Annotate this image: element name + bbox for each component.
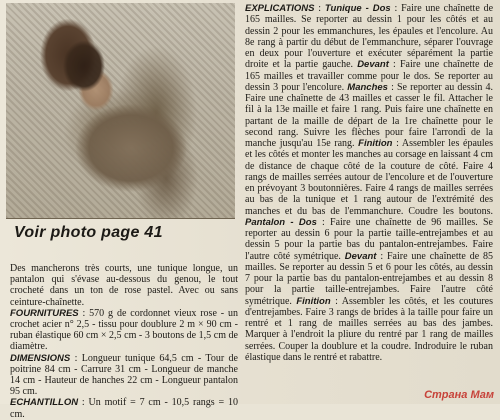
devant-label: Devant — [357, 59, 389, 71]
model-figure — [36, 28, 206, 218]
site-watermark: Страна Мам — [424, 389, 494, 401]
fournitures-paragraph: FOURNITURES : 570 g de cordonnet vieux rose - un crochet acier n° 2,5 - tissu pour doublure 2 m × 90 cm - ruban élastique 60 cm × 2,5 cm - 3 boutons de 1,5 cm de diamètre. — [10, 307, 238, 353]
explications-paragraph: EXPLICATIONS : Tunique - Dos : Faire une chaînette de 165 mailles. Se reporter au dessin 1 pour les côtés et au dessin 2 pour les emmanchures, les épaules et l'encolure. Au 8e rang à partir du début de l'emmanchure, séparer l'ouvrage en deux pour l'ouverture et exécuter séparément la partie droite et la partie gauche. Devant : Faire une chaînette de 165 mailles et travailler comme pour le dos. Se reporter au dessin 3 pour l'encolure. Manches : Se reporter au dessin 4. Faire une chaînette de 43 mailles et casser le fil. Attacher le fil à la 13e maille et faire 1 rang. Puis faire une chaînette en partant de la maille de départ de la 1re chaînette pour le second rang. Suivre les flèches pour faire l'arrondi de la manche jusqu'au 15e rang. Finition : Assembler les épaules et les côtés et monter les manches au corsage en laissant 4 cm de distance de chaque côté de la couture de côté. Faire 4 rangs de mailles serrées autour de l'encolure et de l'ouverture en prévoyant 3 boutonnières. Faire 4 rangs de mailles serrées au bas de la tunique et 1 rang autour de l'extrémité des manches et du bas de l'emmanchure. Coudre les boutons. Pantalon - Dos : Faire une chaînette de 96 mailles. Se reporter au dessin 6 pour la partie taille-entrejambes et au dessin 5 pour la partie bas du pantalon-entrejambes. Faire l'autre côté symétrique. Devant : Faire une chaînette de 85 mailles. Se reporter au dessin 5 et 6 pour les côtés, au dessin 7 pour la partie bas du pantalon-entrejambes et au dessin 8 pour la partie taille-entrejambes. Faire l'autre côté symétrique. Finition : Assembler les côtés, et les coutures d'entrejambes. Faire 3 rangs de brides à la taille pour faire un rentré et 1 rang de mailles serrées au bas des jambes. Marquer à l'endroit la pliure du rentré par 1 rang de mailles serrées. Couper la doublure et la coudre. Indroduire le ruban élastique dans le rentré et rabattre. — [245, 3, 494, 363]
photo-reference-caption: Voir photo page 41 — [14, 224, 163, 241]
finition-label: Finition — [358, 138, 393, 149]
intro-paragraph: Des mancherons très courts, une tunique longue, un pantalon qui s'évase au-dessous du genou, le tout crocheté dans un ton de rose pastel. Avec ou sans ceinture-chaînette. — [10, 263, 238, 308]
devant-pantalon-label: Devant — [344, 250, 377, 262]
manches-label: Manches — [347, 81, 388, 93]
finition-pantalon-label: Finition — [296, 295, 331, 307]
model-photo — [6, 3, 235, 219]
fournitures-label: FOURNITURES — [10, 307, 79, 319]
explications-label: EXPLICATIONS — [245, 3, 315, 14]
right-column — [245, 3, 493, 363]
pantalon-dos-label: Pantalon - Dos — [245, 216, 317, 228]
echantillon-label: ECHANTILLON — [10, 397, 79, 409]
echantillon-paragraph: ECHANTILLON : Un motif = 7 cm - 10,5 rangs = 10 cm. — [10, 397, 238, 420]
dimensions-label: DIMENSIONS — [10, 352, 71, 364]
dimensions-paragraph: DIMENSIONS : Longueur tunique 64,5 cm - Tour de poitrine 84 cm - Carrure 31 cm - Longueur de manche 14 cm - Hauteur de hanches 22 cm - Longueur pantalon 95 cm. — [10, 352, 238, 398]
tunique-dos-label: Tunique - Dos — [324, 3, 391, 14]
left-column — [10, 263, 238, 420]
